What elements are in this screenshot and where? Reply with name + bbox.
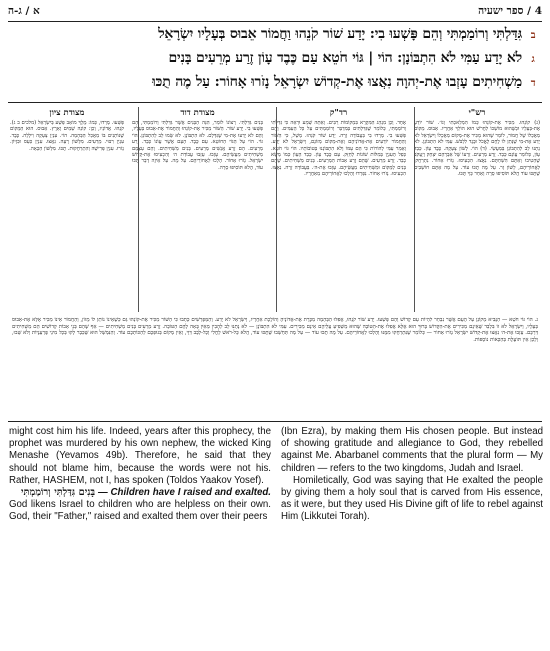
column-divider (276, 107, 277, 312)
book-title: 4 / ספר ישעיה (478, 5, 542, 17)
verse-block (16, 26, 538, 100)
commentary-column-metzudas-tzion (10, 107, 124, 315)
commentary-columns (10, 107, 540, 315)
column-title: מצודת ציון (49, 108, 85, 118)
verse-number: ג (531, 54, 535, 65)
page-header (8, 4, 542, 20)
english-commentary-right (281, 426, 543, 648)
commentary-paragraph: might cost him his life. Indeed, years after this prophecy, the prophet was murdered by his own nephew, the wicked King Menashe (Yevamos 49b). Therefore, he said that they should not blame him, because the words were not his. Rather, HASHEM, not I, has spoken (Toldos Yaakov Yosef). (9, 426, 271, 486)
column-body: (ג) קוֹנֵהוּ. מַכִּיר אֶת-קוֹנֵהוּ כְּמוֹ הִמְלַאכְתִּי וְגוֹ׳. שׁוֹר יוֹדֵעַ אֶת-בְּעָלָיו וּכְשֶׁהוּא מוֹשְׁכוֹ לַחֲרֹשׁ הוּא הוֹלֵךְ אַחֲרָיו. אֵבוּס. מְקוֹם מַאֲכָלוֹ שֶׁל חֲמוֹר, לוֹמַר שֶׁהוּא מַכִּיר אֶת-מְקוֹם מַאֲכָלוֹ וְיִשְׂרָאֵל לֹא יָדַע אֶת-מִי שֶׁנָּתַן לוֹ לֶחֶם לֶאֱכֹל וּבֶגֶד לִלְבֹּשׁ. עַמִּי לֹא הִתְבּוֹנָן. לֹא נָתְנוּ לֵב לְהִתְבּוֹנֵן בְּמַעֲשַׂי. (ד) הוֹי. לְשׁוֹן צְעָקָה. כֶּבֶד עָוֹן. כְּבַד עָוֹן, כְּלוֹמַר עֲוֹנָם כָּבֵד. זֶרַע מְרֵעִים. זַרְעוֹ שֶׁל אַבְרָהָם יִצְחָק וְיַעֲקֹב שֶׁהֵטִיבוּ וְאַתֶּם הִשְׁחַתֶּם. נִאֲצוּ. הִכְעִיסוּ. נָזֹרוּ אָחוֹר. נִתְרַחֲקוּ לַאֲחוֹרֵיהֶם, לְשׁוֹן זָר. עַל מֶה תֻכּוּ עוֹד. עַל מָה אַתֶּם חוֹשְׁבִים שֶׁתֻּכּוּ עוֹד הֲלֹא תּוֹסִיפוּ סָרָה וְאַחַר כָּךְ תֻּכּוּ. (414, 120, 540, 178)
section-rule (8, 421, 542, 422)
wide-commentary: ג. הוֹי גּוֹי חֹטֵא — הַנָּבִיא מְקוֹנֵן עַל הָעָם אֲשֶׁר נִבְחַר לִהְיוֹת עַם קָדוֹשׁ וְהֵם פָּשְׁעוּ. יָדַע שׁוֹר קֹנֵהוּ, אֲפִלּוּ הַבְּהֵמָה מַכֶּרֶת אֶת-אֲדוֹנֶיהָ וְהוֹלֶכֶת אַחֲרָיו, וְיִשְׂרָאֵל לֹא יָדַע. וְהַמְּפָרְשִׁים כָּתְבוּ כִּי הַשּׁוֹר מַכִּיר אֶת-קוֹנֵהוּ גַּם כְּשֶׁאֵינוֹ נוֹתֵן לוֹ מָזוֹן, וְהַחֲמוֹר אֵינוֹ מַכִּיר אֶלָּא אֶת-אֵבוּס בְּעָלָיו, וְיִשְׂרָאֵל לֹא זוֹ בִּלְבַד שֶׁאֵינָם מַכִּירִים אֶת-הַקָּדוֹשׁ בָּרוּךְ הוּא אֶלָּא אֲפִלּוּ אֶת-הַטּוֹבָה שֶׁהוּא מֵשְׁפִּיעַ עֲלֵיהֶם אֵינָם מַכִּירִים. עַמִּי לֹא הִתְבּוֹנָן — לֹא נָתְנוּ לֵב לְהָבִין מֵאַיִן בָּאָה לָהֶם הַטּוֹבָה. זֶרַע מְרֵעִים בָּנִים מַשְׁחִיתִים — אַף שֶׁהֵם בְּנֵי אָבוֹת קְדוֹשִׁים הֵם מַשְׁחִיתִים דַּרְכָּם. עָזְבוּ אֶת-ה׳ נִאֲצוּ אֶת-קְדוֹשׁ יִשְׂרָאֵל נָזֹרוּ אָחוֹר — כְּלוֹמַר שֶׁנִּתְרַחֲקוּ מִמֶּנּוּ וְהָלְכוּ לַאֲחוֹרֵיהֶם. עַל מֶה תֻכּוּ עוֹד — עַל מָה תַּחְשְׁבוּ שֶׁתֻּכּוּ עוֹד, הֲלֹא כָּל-רֹאשׁ לָחֳלִי וְכָל-לֵבָב דַּוָּי, וְאֵין מָקוֹם בְּגוּפְכֶם לְהַכּוֹתְכֶם עוֹד. וְהַנִּמְשָׁל הוּא שֶׁכְּבָר לָקוּ בְּכָל מִינֵי פֻּרְעָנֻיּוֹת וְלֹא שָׁבוּ, וְלָכֵן אֵין תּוֹעֶלֶת בְּהַכָּאוֹת נוֹסָפוֹת. (12, 317, 538, 343)
column-body: פָּשְׁעוּ. מָרְדוּ, כְּמוֹ: מֶלֶךְ מוֹאָב פָּשַׁע בְּיִשְׂרָאֵל (מלכים ב ג). קֹנֵהוּ. אֲדוֹנָיו, וְכֵן: קוֹנֵה שָׁמַיִם וָאָרֶץ. אֵבוּס. הוּא הַמָּקוֹם שֶׁנּוֹתְנִים בּוֹ מַאֲכַל הַבְּהֵמָה. הוֹי. עִנְיַן צְעָקָה וִילָלָה. כֶּבֶד. עִנְיַן רִבּוּי. מְרֵעִים. מִלְּשׁוֹן רָעָה. נִאֲצוּ. עִנְיַן כַּעַס וּבִזָּיוֹן. נָזֹרוּ. עִנְיַן פְּרִישָׁה וְהִתְרַחֲקוּת. תֻכּוּ. מִלְּשׁוֹן הַכָּאָה. (10, 120, 124, 152)
verse-line (16, 74, 538, 98)
verse-line (16, 50, 538, 74)
commentary-column-radak (271, 107, 406, 315)
verse-rule (8, 102, 542, 103)
chapter-verse-range: א / ג-ה (8, 5, 40, 17)
column-title: מצודת דוד (180, 108, 215, 118)
column-divider (414, 107, 415, 312)
verse-text: מַשְׁחִיתִים עָזְבוּ אֶת-יְהוָה נִאֲצוּ אֶת-קְדוֹשׁ יִשְׂרָאֵל נָזֹרוּ אָחוֹר: עַל מֶה תֻכּוּ (152, 74, 522, 90)
commentary-paragraph: Homiletically, God was saying that He exalted the people by giving them a holy soul that is carved from His essence, as it were, but they used His Divine gift of life to rebel against Him (Likkutei Torah). (281, 474, 543, 523)
commentary-text: God likens Israel to children who are helpless on their own. God, their "Father," raised and exalted them over their peers (9, 499, 271, 523)
commentary-column-rashi (414, 107, 540, 315)
verse-line (16, 26, 538, 50)
column-body: אֶחָד. וְכֵן מִנְהַג הַמִּקְרָא בִּמְקוֹמוֹת רַבִּים. וְאַתָּה שְׁמַע וּרְאֵה כִּי גִּדַּלְתִּי וְרוֹמַמְתִּי, כְּלוֹמַר שֶׁגִּדַּלְתִּים בְּמִדְבָּר וְרוֹמַמְתִּים עַל כָּל הָעַמִּים. וְהֵם פָּשְׁעוּ בִי. מָרְדוּ בִי בַּעֲבוֹדָה זָרָה. יָדַע שׁוֹר קֹנֵהוּ. מָשָׁל, כִּי הַשּׁוֹר וְהַחֲמוֹר יוֹדְעִים אֶת-אֲדוֹנֵיהֶם וְאֶת-מְקוֹם מְזוֹנָם, וְיִשְׂרָאֵל לֹא יָדַע. וְאָמַר עַמִּי לְהוֹרוֹת כִּי הֵם עַמּוֹ וְלֹא הִתְבּוֹנְנוּ בְּטוֹבוֹתָיו. הוֹי גּוֹי חֹטֵא. כְּפַל הָעִנְיָן בְּמִלּוֹת שׁוֹנוֹת לְחַזֵּק. עַם כֶּבֶד עָוֹן. כְּבַד הָעָוֹן כְּמוֹ מַשָּׂא כָבֵד. זֶרַע מְרֵעִים. שֶׁהֵם זֶרַע אָבוֹת הַמְרֵעִים. בָּנִים מַשְׁחִיתִים. שֶׁהֵם בָּנִים לַמָּקוֹם וּמַשְׁחִיתִים מַעֲשֵׂיהֶם. עָזְבוּ אֶת-ה׳. בַּעֲבוֹדָה זָרָה. נִאֲצוּ. הִכְעִיסוּ. נָזֹרוּ אָחוֹר. נִפְרְדוּ וְהָלְכוּ לַאֲחוֹרֵיהֶם מֵאַחֲרָיו. (271, 120, 406, 178)
verse-text: לֹא יָדַע עַמִּי לֹא הִתְבּוֹנָן: הוֹי | גּוֹי חֹטֵא עַם כֶּבֶד עָוֹן זֶרַע מְרֵעִים בָּנִים (168, 50, 522, 66)
english-commentary-left (9, 426, 271, 648)
header-rule (8, 21, 542, 22)
commentary-column-metzudas-david (132, 107, 263, 315)
verse-number: ב (530, 30, 536, 41)
verse-text: גִּדַּלְתִּי וְרוֹמַמְתִּי וְהֵם פָּשְׁעוּ בִי: יָדַע שׁוֹר קֹנֵהוּ וַחֲמוֹר אֵבוּס בְּעָלָיו יִשְׂרָאֵל (158, 26, 522, 42)
column-title: רש"י (468, 108, 486, 118)
verse-number: ד (530, 78, 536, 89)
lemma-translation: — Children have I raised and exalted. (97, 487, 271, 499)
column-divider (138, 107, 139, 312)
column-title: רד"ק (329, 108, 348, 118)
commentary-paragraph (9, 487, 271, 524)
column-body: בָּנִים גִּדַּלְתִּי. רְצוֹנוֹ לוֹמַר, הִנֵּה הַבָּנִים אֲשֶׁר גִּדַּלְתִּי וְרוֹמַמְתִּי, הֵם פָּשְׁעוּ בִי. יָדַע שׁוֹר. הַשּׁוֹר מַכִּיר אֶת-קוֹנֵהוּ וְהַחֲמוֹר אֶת-אֵבוּס בְּעָלָיו, וְהֵם לֹא יָדְעוּ אֶת-מִי שֶׁגִּדְּלָם. לֹא הִתְבּוֹנָן. לֹא שָׂמוּ לֵב לְהִתְבּוֹנֵן. הוֹי גּוֹי. הוֹי עַל הַגּוֹי הַחוֹטֵא. עַם כֶּבֶד. הָעָם אֲשֶׁר עֲוֹנוֹ כָּבֵד. זֶרַע מְרֵעִים. הֵם זֶרַע אֲנָשִׁים מְרֵעִים. בָּנִים מַשְׁחִיתִים. וְהֵם עַצְמָם מַשְׁחִיתִים מַעֲשֵׂיהֶם. עָזְבוּ. עָזְבוּ עֲבוֹדַת ה׳ וְהִכְעִיסוּ אֶת-קְדוֹשׁ יִשְׂרָאֵל. נָזֹרוּ אָחוֹר. הָלְכוּ לַאֲחוֹרֵיהֶם. עַל מֶה. עַל אֵיזֶה דָבָר תֻּכּוּ עוֹד, הֲלֹא תּוֹסִיפוּ סָרָה. (132, 120, 263, 171)
commentary-paragraph: (Ibn Ezra), by making them His chosen people. But instead of showing gratitude and allegiance to God, they rebelled against Me. Abarbanel comments that the plural form — My children — refers to the two kingdoms, Judah and Israel. (281, 426, 543, 474)
lemma-hebrew: בָּנִים גִּדַּלְתִּי וְרוֹמַמְתִּי (21, 487, 96, 499)
